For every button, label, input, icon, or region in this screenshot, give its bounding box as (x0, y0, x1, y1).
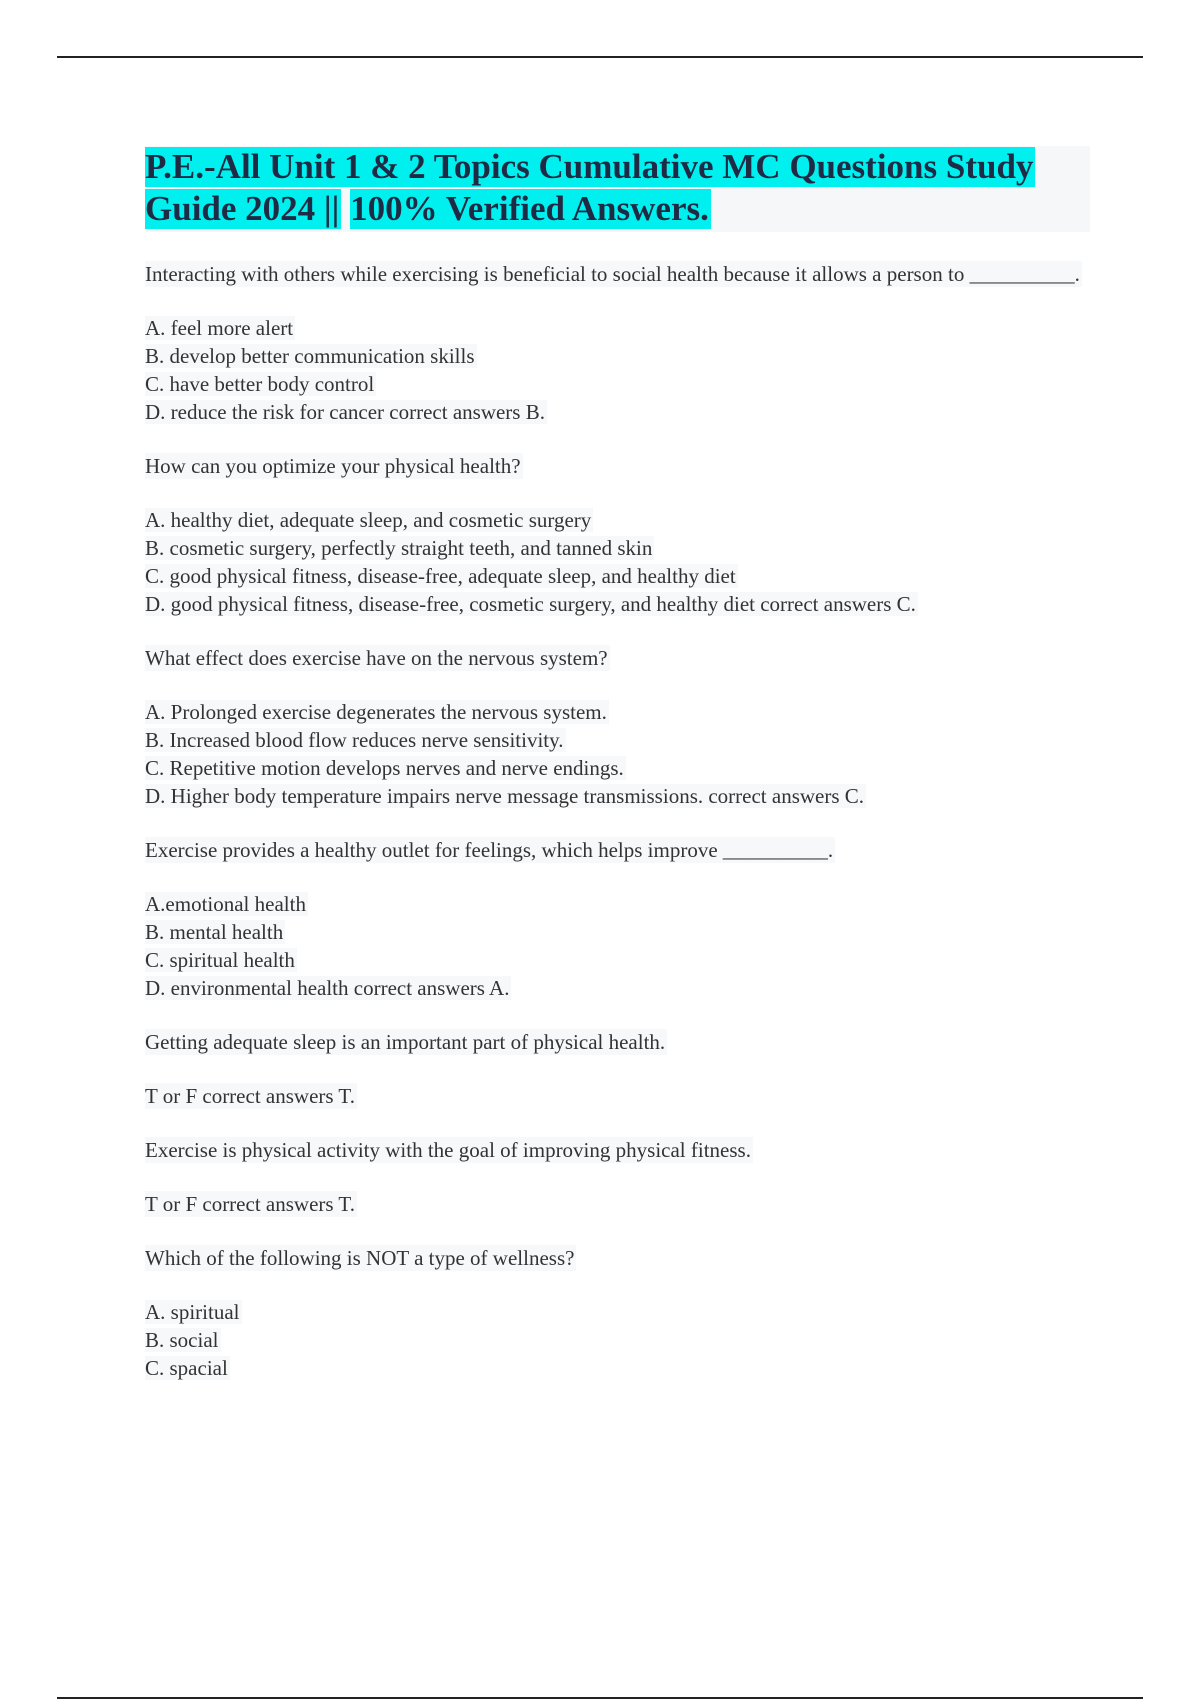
document-body (145, 146, 1090, 1408)
question-7 (145, 1244, 1090, 1272)
option-2d: D. good physical fitness, disease-free, cosmetic surgery, and healthy diet correct answers C. (145, 592, 916, 616)
option-3d: D. Higher body temperature impairs nerve message transmissions. correct answers C. (145, 784, 865, 808)
option-3c: C. Repetitive motion develops nerves and nerve endings. (145, 756, 624, 780)
option-4a: A.emotional health (145, 892, 306, 916)
option-4b: B. mental health (145, 920, 284, 944)
top-rule (57, 56, 1143, 58)
option-3a: A. Prolonged exercise degenerates the nervous system. (145, 700, 607, 724)
question-2-options (145, 506, 1090, 618)
option-4d: D. environmental health correct answers A. (145, 976, 510, 1000)
option-3b: B. Increased blood flow reduces nerve sensitivity. (145, 728, 564, 752)
question-7-options (145, 1298, 1090, 1382)
question-5 (145, 1028, 1090, 1056)
question-1 (145, 260, 1090, 288)
question-3-text: What effect does exercise have on the nervous system? (145, 646, 608, 670)
option-1d: D. reduce the risk for cancer correct answers B. (145, 400, 545, 424)
question-4 (145, 836, 1090, 864)
question-7-text: Which of the following is NOT a type of wellness? (145, 1246, 575, 1270)
title-line-2b: 100% Verified Answers. (350, 189, 709, 228)
option-7c: C. spacial (145, 1356, 228, 1380)
question-6-answer: T or F correct answers T. (145, 1192, 355, 1216)
question-1-text: Interacting with others while exercising is beneficial to social health because it allows a person to __________. (145, 262, 1080, 286)
document-title (145, 146, 1090, 230)
question-6 (145, 1136, 1090, 1164)
option-1c: C. have better body control (145, 372, 375, 396)
question-5-answer: T or F correct answers T. (145, 1084, 355, 1108)
option-2a: A. healthy diet, adequate sleep, and cosmetic surgery (145, 508, 592, 532)
question-3-options (145, 698, 1090, 810)
option-7a: A. spiritual (145, 1300, 240, 1324)
bottom-rule (57, 1697, 1143, 1699)
option-2b: B. cosmetic surgery, perfectly straight teeth, and tanned skin (145, 536, 653, 560)
option-7b: B. social (145, 1328, 219, 1352)
option-4c: C. spiritual health (145, 948, 295, 972)
question-6-text: Exercise is physical activity with the goal of improving physical fitness. (145, 1138, 751, 1162)
option-2c: C. good physical fitness, disease-free, adequate sleep, and healthy diet (145, 564, 736, 588)
question-1-options (145, 314, 1090, 426)
option-1b: B. develop better communication skills (145, 344, 475, 368)
document-title-block (145, 146, 1090, 232)
question-3 (145, 644, 1090, 672)
question-4-options (145, 890, 1090, 1002)
option-1a: A. feel more alert (145, 316, 294, 340)
question-2-text: How can you optimize your physical health? (145, 454, 521, 478)
title-line-1: P.E.-All Unit 1 & 2 Topics Cumulative MC Questions Study (145, 147, 1034, 186)
question-5-text: Getting adequate sleep is an important part of physical health. (145, 1030, 666, 1054)
title-line-2a: Guide 2024 || (145, 189, 340, 228)
question-4-text: Exercise provides a healthy outlet for feelings, which helps improve __________. (145, 838, 834, 862)
question-2 (145, 452, 1090, 480)
